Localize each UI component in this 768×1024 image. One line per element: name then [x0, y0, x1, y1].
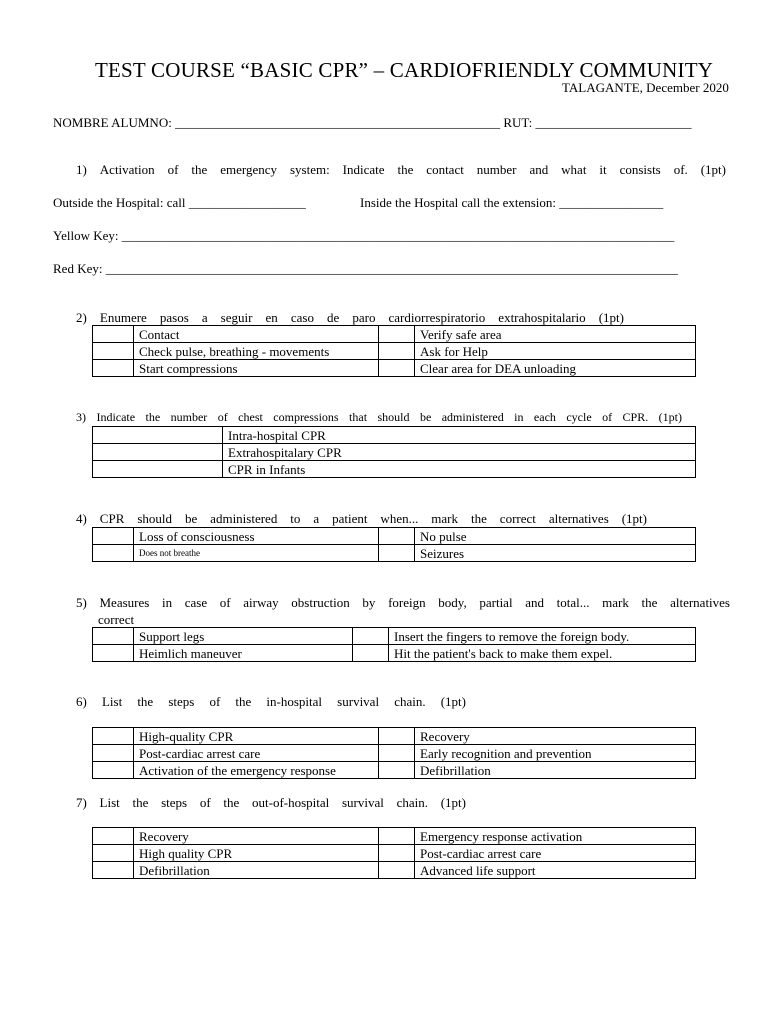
rut-blank[interactable]: ________________________	[535, 115, 692, 130]
question-1: 1) Activation of the emergency system: Indicate the contact number and what it consists of. (1pt)	[76, 162, 726, 177]
table-row	[93, 360, 696, 377]
table-row	[93, 461, 696, 478]
question-6: 6) List the steps of the in-hospital survival chain. (1pt)	[76, 694, 466, 709]
student-name-blank[interactable]: __________________________________________________	[175, 115, 501, 130]
answer-cell[interactable]	[379, 828, 415, 845]
answer-cell[interactable]	[379, 360, 415, 377]
option-cell: Defibrillation	[415, 762, 696, 779]
q5-table	[92, 627, 696, 662]
table-row	[93, 862, 696, 879]
option-cell: Recovery	[415, 728, 696, 745]
answer-cell[interactable]	[93, 444, 223, 461]
answer-cell[interactable]	[93, 360, 134, 377]
answer-cell[interactable]	[379, 326, 415, 343]
rut-label: RUT:	[500, 115, 536, 130]
option-cell: Intra-hospital CPR	[223, 427, 696, 444]
option-cell: Defibrillation	[134, 862, 379, 879]
answer-cell[interactable]	[379, 545, 415, 562]
answer-cell[interactable]	[379, 728, 415, 745]
table-row	[93, 326, 696, 343]
option-cell: Does not breathe	[134, 545, 379, 562]
q4-table	[92, 527, 696, 562]
question-3: 3) Indicate the number of chest compressions that should be administered in each cycle of CPR. (1pt)	[76, 410, 682, 424]
option-cell: Post-cardiac arrest care	[134, 745, 379, 762]
table-row	[93, 528, 696, 545]
table-row	[93, 762, 696, 779]
option-cell: Recovery	[134, 828, 379, 845]
option-cell: Support legs	[134, 628, 353, 645]
inside-hospital-line[interactable]: Inside the Hospital call the extension: ________________	[360, 195, 664, 210]
answer-cell[interactable]	[379, 528, 415, 545]
red-key-line[interactable]: Red Key: ________________________________________________________________________________________	[53, 261, 678, 276]
option-cell: Post-cardiac arrest care	[415, 845, 696, 862]
answer-cell[interactable]	[93, 762, 134, 779]
table-row	[93, 845, 696, 862]
question-5: 5) Measures in case of airway obstruction by foreign body, partial and total... mark the alternatives	[76, 595, 730, 610]
answer-cell[interactable]	[379, 343, 415, 360]
answer-cell[interactable]	[93, 845, 134, 862]
answer-cell[interactable]	[379, 862, 415, 879]
answer-cell[interactable]	[93, 828, 134, 845]
option-cell: Start compressions	[134, 360, 379, 377]
student-name-label: NOMBRE ALUMNO:	[53, 115, 176, 130]
page-subtitle: TALAGANTE, December 2020	[562, 80, 729, 95]
option-cell: Heimlich maneuver	[134, 645, 353, 662]
option-cell: Verify safe area	[415, 326, 696, 343]
option-cell: No pulse	[415, 528, 696, 545]
student-line	[53, 115, 692, 131]
option-cell: Check pulse, breathing - movements	[134, 343, 379, 360]
table-row	[93, 427, 696, 444]
table-row	[93, 628, 696, 645]
answer-cell[interactable]	[93, 461, 223, 478]
answer-cell[interactable]	[93, 427, 223, 444]
option-cell: Early recognition and prevention	[415, 745, 696, 762]
option-cell: Emergency response activation	[415, 828, 696, 845]
answer-cell[interactable]	[93, 862, 134, 879]
option-cell: Seizures	[415, 545, 696, 562]
q6-table	[92, 727, 696, 779]
question-7: 7) List the steps of the out-of-hospital survival chain. (1pt)	[76, 795, 466, 810]
answer-cell[interactable]	[353, 645, 389, 662]
table-row	[93, 728, 696, 745]
option-cell: Insert the fingers to remove the foreign body.	[389, 628, 696, 645]
answer-cell[interactable]	[93, 326, 134, 343]
table-row	[93, 444, 696, 461]
page-title: TEST COURSE “BASIC CPR” – CARDIOFRIENDLY COMMUNITY	[95, 58, 714, 82]
option-cell: High quality CPR	[134, 845, 379, 862]
table-row	[93, 828, 696, 845]
answer-cell[interactable]	[379, 745, 415, 762]
yellow-key-line[interactable]: Yellow Key: _____________________________________________________________________________________	[53, 228, 675, 243]
option-cell: CPR in Infants	[223, 461, 696, 478]
table-row	[93, 745, 696, 762]
option-cell: Activation of the emergency response	[134, 762, 379, 779]
table-row	[93, 545, 696, 562]
q7-table	[92, 827, 696, 879]
option-cell: Advanced life support	[415, 862, 696, 879]
answer-cell[interactable]	[353, 628, 389, 645]
answer-cell[interactable]	[93, 645, 134, 662]
outside-hospital-line[interactable]: Outside the Hospital: call __________________	[53, 195, 306, 210]
table-row	[93, 645, 696, 662]
option-cell: Extrahospitalary CPR	[223, 444, 696, 461]
answer-cell[interactable]	[379, 845, 415, 862]
option-cell: Clear area for DEA unloading	[415, 360, 696, 377]
answer-cell[interactable]	[93, 343, 134, 360]
answer-cell[interactable]	[93, 628, 134, 645]
option-cell: Ask for Help	[415, 343, 696, 360]
option-cell: Contact	[134, 326, 379, 343]
q3-table	[92, 426, 696, 478]
option-cell: High-quality CPR	[134, 728, 379, 745]
question-4: 4) CPR should be administered to a patient when... mark the correct alternatives (1pt)	[76, 511, 647, 526]
option-cell: Hit the patient's back to make them expel.	[389, 645, 696, 662]
question-2: 2) Enumere pasos a seguir en caso de paro cardiorrespiratorio extrahospitalario (1pt)	[76, 310, 624, 325]
answer-cell[interactable]	[93, 745, 134, 762]
option-cell: Loss of consciousness	[134, 528, 379, 545]
answer-cell[interactable]	[93, 728, 134, 745]
answer-cell[interactable]	[93, 528, 134, 545]
answer-cell[interactable]	[93, 545, 134, 562]
question-5-continued: correct	[98, 612, 135, 627]
table-row	[93, 343, 696, 360]
q2-table	[92, 325, 696, 377]
answer-cell[interactable]	[379, 762, 415, 779]
